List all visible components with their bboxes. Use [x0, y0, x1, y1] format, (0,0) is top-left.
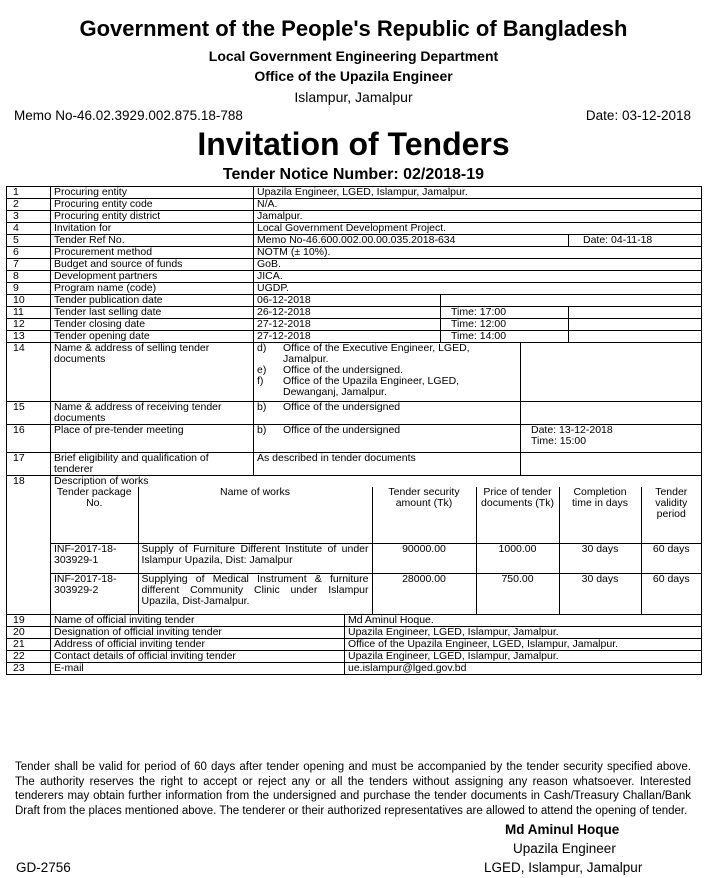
- list-item: Office of the Upazila Engineer, LGED, Dewanganj, Jamalpur.: [283, 375, 460, 398]
- row-number: 16: [7, 425, 51, 453]
- tender-ref-date: Date: 04-11-18: [569, 235, 702, 247]
- tender-notice-number: Tender Notice Number: 02/2018-19: [222, 166, 485, 183]
- item-validity: 60 days: [641, 543, 701, 573]
- table-row: [7, 627, 702, 639]
- row-time: Time: 14:00: [441, 331, 569, 343]
- item-price: 750.00: [476, 573, 559, 614]
- table-row: [7, 425, 702, 453]
- works-row: [7, 487, 702, 615]
- row-value: Office of the Upazila Engineer, LGED, Islampur, Jamalpur.: [345, 639, 702, 651]
- table-row: [7, 615, 702, 627]
- row-number: 10: [7, 295, 51, 307]
- table-row: [7, 343, 702, 402]
- memo-number: Memo No-46.02.3929.002.875.18-788: [14, 108, 243, 123]
- row-label: Name & address of selling tender documents: [51, 343, 254, 402]
- row-number: 4: [7, 223, 51, 235]
- header-security: Tender security amount (Tk): [372, 487, 476, 543]
- table-row: [7, 453, 702, 476]
- works-item-row: [51, 543, 701, 573]
- row-value: 27-12-2018: [254, 331, 441, 343]
- government-title: Government of the People's Republic of Bangladesh: [79, 16, 628, 41]
- office-location: Islampur, Jamalpur: [294, 89, 413, 105]
- row-value: Upazila Engineer, LGED, Islampur, Jamalpur.: [254, 187, 702, 199]
- list-marker: e): [257, 364, 267, 376]
- email-value: ue.islampur@lged.gov.bd: [345, 663, 702, 675]
- signatory-name: Md Aminul Hoque: [505, 822, 620, 837]
- row-label: Name & address of receiving tender documents: [51, 402, 254, 425]
- tender-details-table: [6, 186, 702, 675]
- row-value: 26-12-2018: [254, 307, 441, 319]
- works-table: [51, 487, 701, 614]
- document-title: Invitation of Tenders: [197, 126, 510, 162]
- empty-cell: [521, 343, 702, 402]
- list-marker: d): [257, 342, 267, 354]
- table-row: [7, 223, 702, 235]
- list-marker: b): [257, 424, 267, 436]
- row-value: 27-12-2018: [254, 319, 441, 331]
- row-number: 1: [7, 187, 51, 199]
- table-row: [7, 259, 702, 271]
- row-label: Tender Ref No.: [51, 235, 254, 247]
- table-row: [7, 199, 702, 211]
- table-row: [7, 651, 702, 663]
- receiving-place: [254, 402, 521, 425]
- header-validity: Tender validity period: [641, 487, 701, 543]
- table-row: [7, 331, 702, 343]
- selling-places: [254, 343, 521, 402]
- table-row: [7, 295, 702, 307]
- row-value: Upazila Engineer, LGED, Islampur, Jamalpur.: [345, 627, 702, 639]
- row-number: 23: [7, 663, 51, 675]
- meeting-time: Time: 15:00: [531, 435, 587, 447]
- row-value: Upazila Engineer, LGED, Islampur, Jamalpur.: [345, 651, 702, 663]
- row-label: Procuring entity: [51, 187, 254, 199]
- terms-paragraph: Tender shall be valid for period of 60 days after tender opening and must be accompanied by the tender security specified above. The authority reserves the right to accept or reject any or all the tenders without assigning any reason whatsoever. Interested tenderers may obtain further information from the undersigned and purchase the tender documents in Cash/Treasury Challan/Bank Draft from the places mentioned above. The tenderer or their authorized representatives are allowed to attend the opening of tender.: [15, 761, 691, 817]
- row-value: 06-12-2018: [254, 295, 441, 307]
- row-label: E-mail: [51, 663, 345, 675]
- table-row: [7, 235, 702, 247]
- memo-date: Date: 03-12-2018: [585, 108, 691, 123]
- row-label: Procurement method: [51, 247, 254, 259]
- row-label: Contact details of official inviting tender: [51, 651, 345, 663]
- row-value: UGDP.: [254, 283, 702, 295]
- row-value: As described in tender documents: [254, 453, 521, 476]
- meeting-place: [254, 425, 521, 453]
- empty-cell: [521, 402, 702, 425]
- row-label: Procuring entity code: [51, 199, 254, 211]
- table-row: [7, 476, 702, 488]
- row-number: 3: [7, 211, 51, 223]
- row-label: Tender closing date: [51, 319, 254, 331]
- row-time: Time: 17:00: [441, 307, 569, 319]
- row-label: Description of works: [51, 476, 702, 488]
- works-header-row: [51, 487, 701, 543]
- row-label: Tender last selling date: [51, 307, 254, 319]
- row-value: NOTM (± 10%).: [254, 247, 702, 259]
- row-number: 21: [7, 639, 51, 651]
- item-package: INF-2017-18-303929-2: [51, 573, 138, 614]
- works-item-row: [51, 573, 701, 614]
- empty-cell: [569, 319, 702, 331]
- list-item: Office of the Executive Engineer, LGED, Jamalpur.: [283, 342, 470, 365]
- row-value: Local Government Development Project.: [254, 223, 702, 235]
- office-name: Office of the Upazila Engineer: [254, 68, 453, 84]
- row-number: 22: [7, 651, 51, 663]
- row-label: Address of official inviting tender: [51, 639, 345, 651]
- row-label: Place of pre-tender meeting: [51, 425, 254, 453]
- header-price: Price of tender documents (Tk): [476, 487, 559, 543]
- row-value: Jamalpur.: [254, 211, 702, 223]
- header-name: Name of works: [138, 487, 372, 543]
- meeting-datetime: [521, 425, 702, 453]
- row-label: Brief eligibility and qualification of tenderer: [51, 453, 254, 476]
- row-number: 20: [7, 627, 51, 639]
- row-number: 12: [7, 319, 51, 331]
- meeting-date: Date: 13-12-2018: [531, 424, 613, 436]
- row-number: 18: [7, 476, 51, 615]
- item-security: 90000.00: [372, 543, 476, 573]
- table-row: [7, 211, 702, 223]
- row-number: 14: [7, 343, 51, 402]
- item-completion: 30 days: [559, 543, 641, 573]
- header-package: Tender package No.: [51, 487, 138, 543]
- list-marker: b): [257, 401, 267, 413]
- works-container: [51, 487, 702, 615]
- row-label: Tender opening date: [51, 331, 254, 343]
- item-name: Supplying of Medical Instrument & furniture different Community Clinic under Islampur Upazila, Dist-Jamalpur.: [138, 573, 372, 614]
- table-row: [7, 283, 702, 295]
- item-validity: 60 days: [641, 573, 701, 614]
- item-price: 1000.00: [476, 543, 559, 573]
- row-label: Name of official inviting tender: [51, 615, 345, 627]
- row-number: 11: [7, 307, 51, 319]
- signatory-office: LGED, Islampur, Jamalpur: [484, 860, 643, 875]
- item-completion: 30 days: [559, 573, 641, 614]
- row-label: Tender publication date: [51, 295, 254, 307]
- list-item: Office of the undersigned.: [283, 364, 404, 376]
- row-label: Designation of official inviting tender: [51, 627, 345, 639]
- table-row: [7, 402, 702, 425]
- list-marker: f): [257, 375, 264, 387]
- tender-ref-value: Memo No-46.600.002.00.00.035.2018-634: [254, 235, 569, 247]
- row-number: 7: [7, 259, 51, 271]
- table-row: [7, 247, 702, 259]
- list-item: Office of the undersigned: [283, 401, 401, 413]
- row-number: 5: [7, 235, 51, 247]
- signatory-title: Upazila Engineer: [513, 841, 616, 856]
- header-completion: Completion time in days: [559, 487, 641, 543]
- row-label: Development partners: [51, 271, 254, 283]
- empty-cell: [521, 453, 702, 476]
- empty-cell: [569, 307, 702, 319]
- table-row: [7, 639, 702, 651]
- empty-cell: [569, 331, 702, 343]
- row-time: Time: 12:00: [441, 319, 569, 331]
- row-number: 19: [7, 615, 51, 627]
- row-number: 2: [7, 199, 51, 211]
- empty-cell: [441, 295, 702, 307]
- table-row: [7, 319, 702, 331]
- table-row: [7, 271, 702, 283]
- row-label: Budget and source of funds: [51, 259, 254, 271]
- row-number: 9: [7, 283, 51, 295]
- row-number: 13: [7, 331, 51, 343]
- gd-number: GD-2756: [16, 860, 71, 875]
- table-row: [7, 187, 702, 199]
- row-value: Md Aminul Hoque.: [345, 615, 702, 627]
- department-name: Local Government Engineering Department: [208, 48, 499, 64]
- row-number: 15: [7, 402, 51, 425]
- table-row: [7, 307, 702, 319]
- row-number: 8: [7, 271, 51, 283]
- row-value: N/A.: [254, 199, 702, 211]
- row-value: GoB.: [254, 259, 702, 271]
- table-row: [7, 663, 702, 675]
- row-number: 6: [7, 247, 51, 259]
- item-security: 28000.00: [372, 573, 476, 614]
- row-number: 17: [7, 453, 51, 476]
- row-label: Program name (code): [51, 283, 254, 295]
- row-value: JICA.: [254, 271, 702, 283]
- list-item: Office of the undersigned: [283, 424, 401, 436]
- row-label: Invitation for: [51, 223, 254, 235]
- item-name: Supply of Furniture Different Institute of under Islampur Upazila, Dist: Jamalpur: [138, 543, 372, 573]
- row-label: Procuring entity district: [51, 211, 254, 223]
- item-package: INF-2017-18-303929-1: [51, 543, 138, 573]
